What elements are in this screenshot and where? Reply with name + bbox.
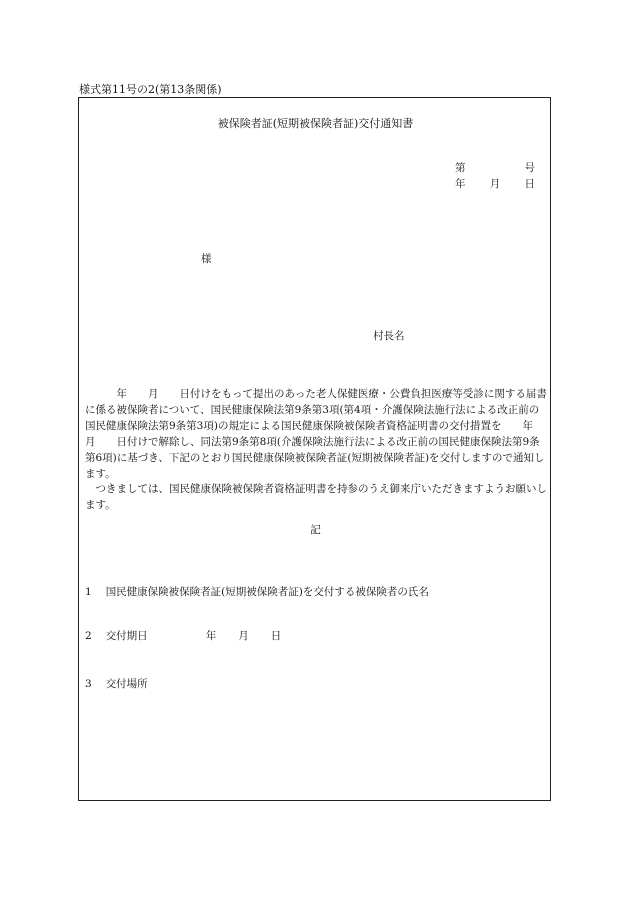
number-prefix: 第 (455, 162, 466, 174)
document-title: 被保険者証(短期被保険者証)交付通知書 (217, 117, 414, 130)
body-paragraph-2: つきましては、国民健康保険被保険者資格証明書を持参のうえ御来庁いただきますようお願いします。 (85, 483, 547, 512)
date-month-label: 月 (489, 178, 501, 190)
document-number-line (455, 160, 535, 175)
item-label: 交付期日 (105, 630, 148, 642)
item-number: 2 (85, 630, 92, 642)
form-number-label: 様式第11号の2(第13条関係) (79, 83, 222, 96)
issue-month-label: 月 (238, 630, 249, 642)
body-paragraph-1: 年 月 日付けをもって提出のあった老人保健医療・公費負担医療等受診に関する届書に係る被保険者について、国民健康保険法第9条第3項(第4項・介護保険法施行法による改正前の国民健康保険法第9条第3項)の規定による国民健康保険被保険者資格証明書の交付措置を 年 月 日付けで解除し、同法第9条第8項(介護保険法施行法による改正前の国民健康保険法第9条第6項)に基づき、下記のとおり国民健康保険被保険者証(短期被保険者証)を交付しますので通知します。 (85, 388, 554, 480)
item-number: 1 (85, 586, 92, 598)
item-text: 交付場所 (105, 678, 148, 690)
item-insured-name (85, 584, 429, 599)
date-year-label: 年 (455, 178, 466, 190)
document-date-line (455, 176, 535, 191)
issue-day-label: 日 (270, 630, 282, 642)
item-issue-place (85, 676, 148, 691)
item-number: 3 (85, 678, 92, 690)
ki-heading: 記 (310, 524, 321, 536)
item-text: 国民健康保険被保険者証(短期被保険者証)を交付する被保険者の氏名 (105, 586, 429, 598)
notice-frame (78, 97, 554, 801)
addressee-honorific: 様 (201, 253, 212, 265)
date-day-label: 日 (524, 178, 535, 190)
notice-body (85, 387, 554, 514)
number-suffix: 号 (524, 162, 535, 174)
item-issue-date (85, 628, 281, 643)
issue-year-label: 年 (205, 630, 217, 642)
sender-name: 村長名 (373, 330, 405, 342)
